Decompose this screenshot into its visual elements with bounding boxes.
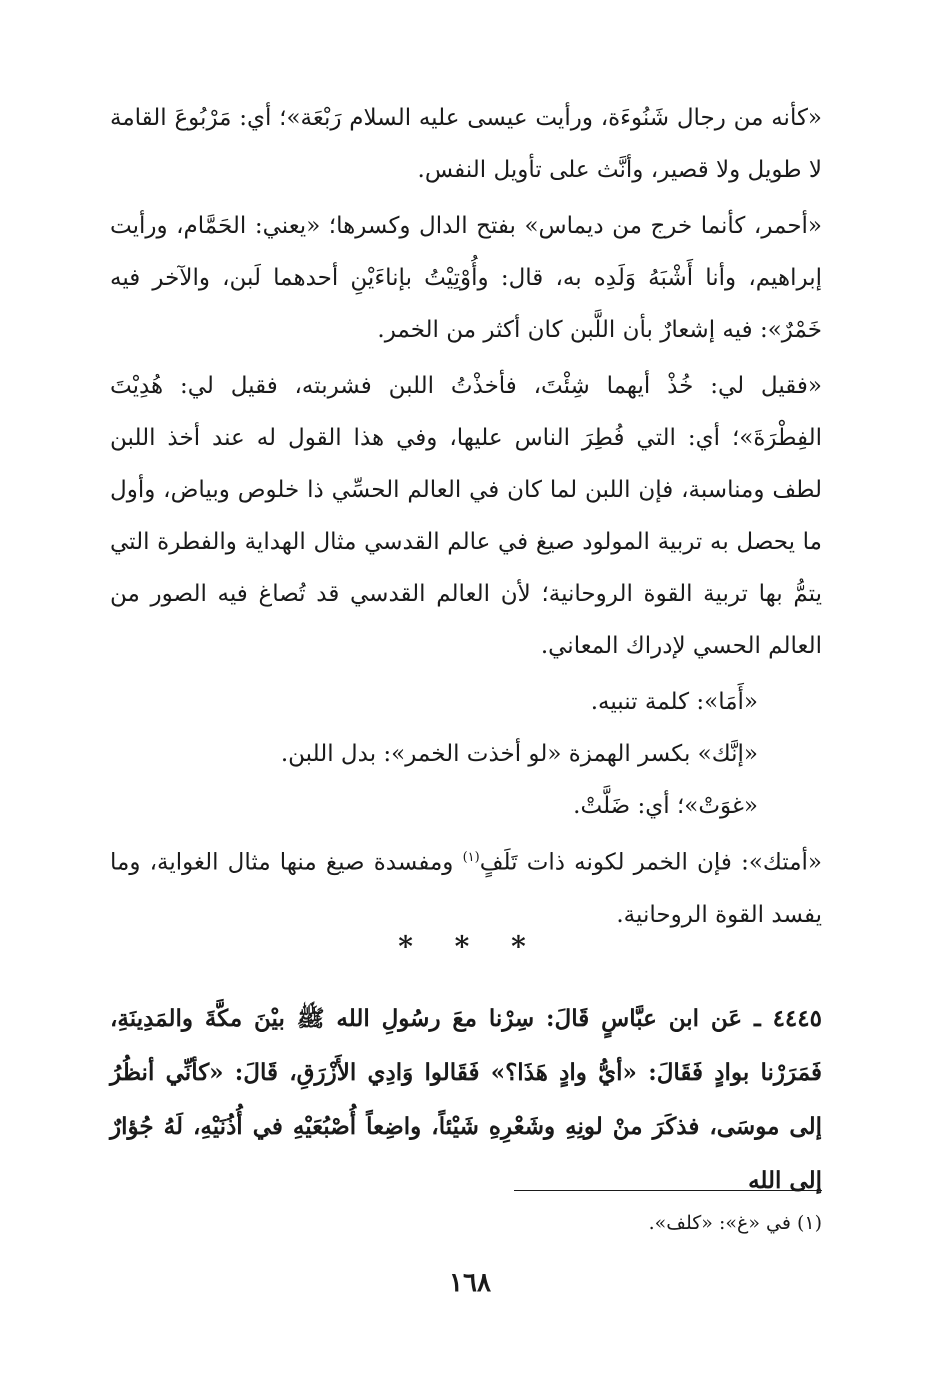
paragraph-3: «فقيل لي: خُذْ أيهما شِئْتَ، فأخذْتُ اللبن فشربته، فقيل لي: هُدِيْتَ الفِطْرَةَ»؛ أي: التي فُطِرَ الناس عليها، وفي هذا القول له عند أخذ اللبن لطف ومناسبة، فإن اللبن لما كان في العالم الحسِّي ذا خلوص وبياض، وأول ما يحصل به تربية المولود صيغ في عالم القدسي مثال الهداية والفطرة التي يتمُّ بها تربية القوة الروحانية؛ لأن العالم القدسي قد تُصاغ فيه الصور من العالم الحسي لإدراك المعاني.: [110, 373, 822, 659]
paragraph-1: «كأنه من رجال شَنُوءَة، ورأيت عيسى عليه السلام رَبْعَة»؛ أي: مَرْبُوعَ القامة لا طويل ولا قصير، وأنَّث على تأويل النفس.: [110, 105, 822, 183]
footnote-reference: (١): [462, 850, 480, 865]
paragraph-7-start: «أمتك»: فإن الخمر لكونه ذات تَلَفٍ: [479, 849, 822, 876]
section-separator: * * *: [398, 930, 542, 963]
paragraph-7-end: ومفسدة صيغ منها مثال الغواية، وما يفسد القوة الروحانية.: [110, 849, 822, 928]
main-text: [110, 92, 822, 945]
paragraph-2: «أحمر، كأنما خرج من ديماس» بفتح الدال وكسرها؛ «يعني: الحَمَّام، ورأيت إبراهيم، وأنا أَشْبَهُ وَلَدِه به، قال: وأُوْتِيْتُ بإناءَيْنِ أحدهما لَبن، والآخر فيه خَمْرٌ»: فيه إشعارٌ بأن اللَّبن كان أكثر من الخمر.: [110, 213, 822, 343]
footnote: (١) في «غ»: «كلف».: [648, 1212, 822, 1234]
paragraph-5: «إنَّك» بكسر الهمزة «لو أخذت الخمر»: بدل اللبن.: [280, 741, 758, 767]
hadith-paragraph: ٤٤٤٥ ـ عَن ابن عبَّاسٍ قَالَ: سِرْنا معَ رسُولِ الله ﷺ بيْنَ مكَّةَ والمَدِينَةِ، فَمَرَرْنا بوادٍ فَقَالَ: «أيُّ وادٍ هَذَا؟» فَقَالوا وَادِي الأَزْرَقِ، قَالَ: «كأنِّي أنظُرُ إلى موسَى، فذكَرَ منْ لونِهِ وشَعْرِهِ شَيْئاً، واضِعاً أُصْبُعَيْهِ في أُذُنَيْهِ، لَهُ جُؤارٌ إلى الله: [110, 1005, 822, 1194]
paragraph-4: «أَمَا»: كلمة تنبيه.: [590, 689, 758, 715]
paragraph-7: [110, 832, 822, 941]
page-number: ١٦٨: [449, 1268, 491, 1298]
paragraph-6: «غوَتْ»؛ أي: ضَلَّتْ.: [573, 793, 758, 819]
footnote-divider: [514, 1190, 822, 1191]
hadith-text: [110, 992, 822, 1208]
